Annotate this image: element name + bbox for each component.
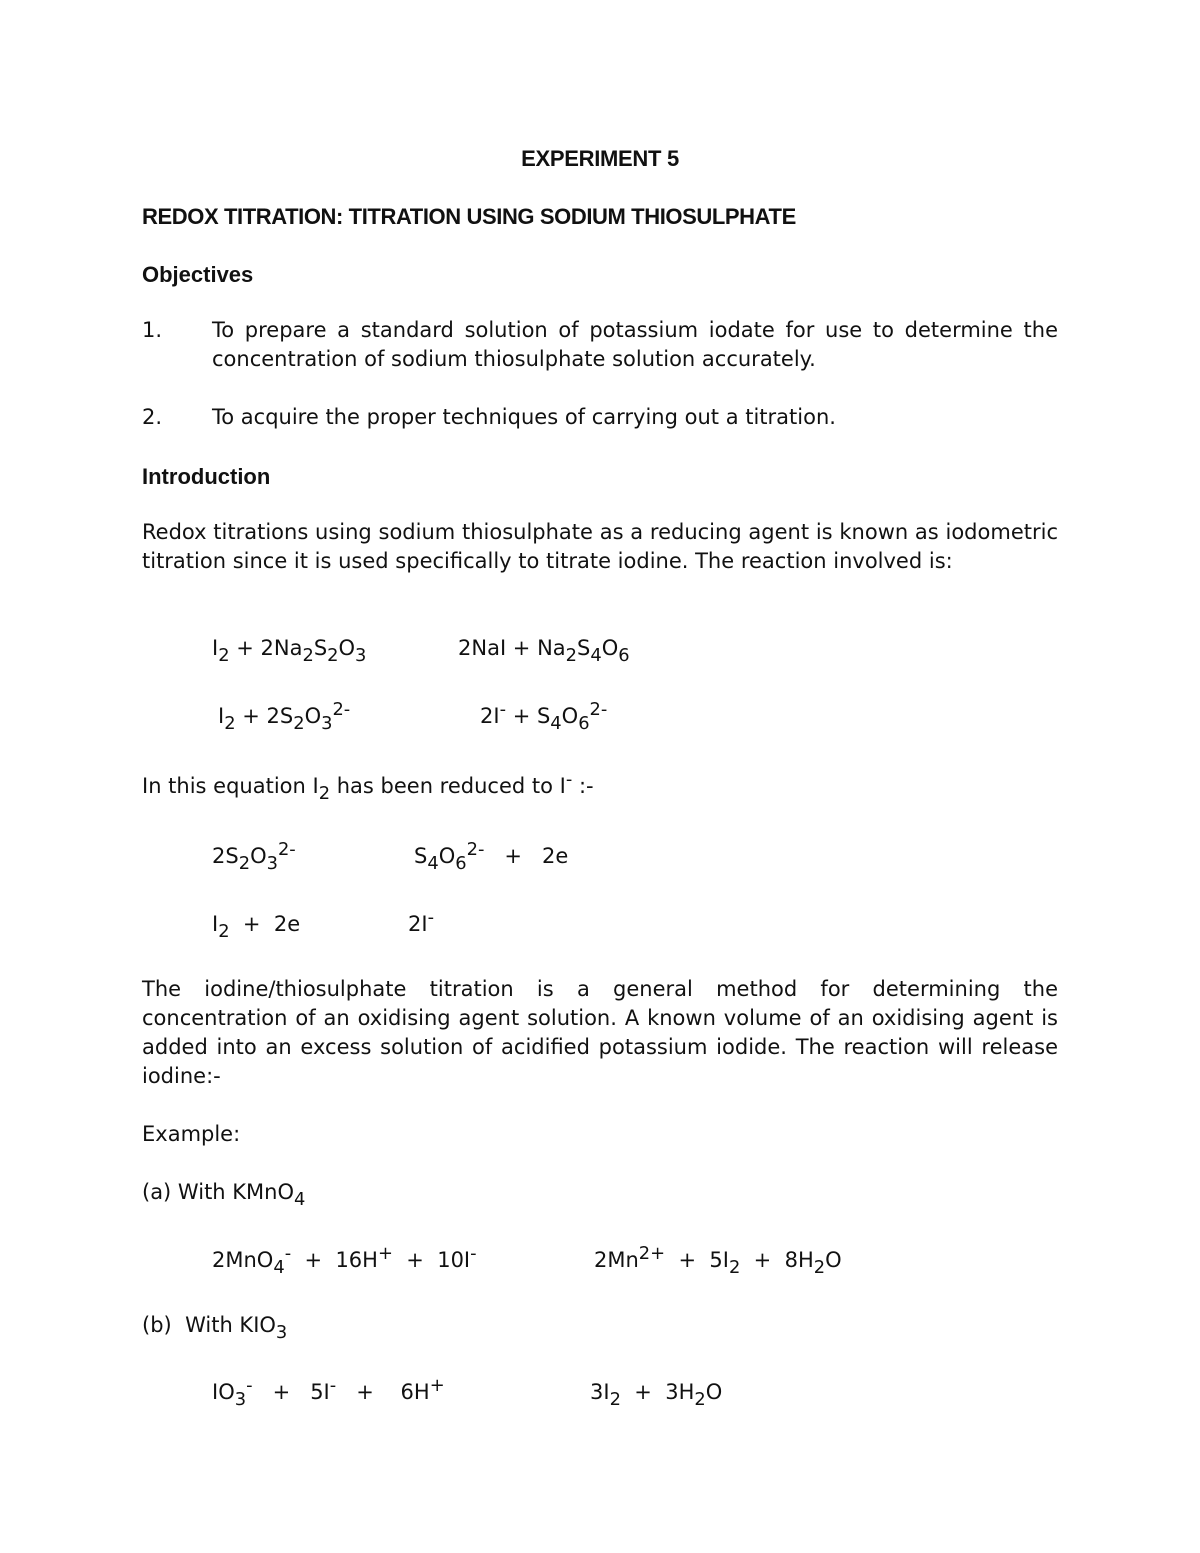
equation-kio3-products: $3I_2 + 3H_2O$ [590, 1380, 723, 1411]
objectives-heading: Objectives [142, 262, 254, 287]
intro-paragraph-1: Redox titrations using sodium thiosulphate as a reducing agent is known as iodometric titration since it is used specifically to titrate iodine. The reaction involved is: [142, 520, 1058, 573]
half-equation-1-right: $S_4O_6^{2-} + 2e$ [414, 838, 569, 875]
objective-text-1: To prepare a standard solution of potassium iodate for use to determine the concentration of sodium thiosulphate solution accurately. [212, 318, 1058, 371]
introduction-heading: Introduction [142, 464, 271, 489]
equation-kmno4-products: $2Mn^{2+} + 5I_2 + 8H_2O$ [594, 1242, 842, 1279]
equation-kio3-reactants: $IO_3^- + 5I^-$ + 6H+ [212, 1374, 445, 1411]
intro-paragraph-2: The iodine/thiosulphate titration is a general method for determining the concentration of an oxidising agent solution. A known volume of an oxidising agent is added into an excess solution of acidified potassium iodide. The reaction will release iodine:- [142, 977, 1058, 1088]
example-label: Example: [142, 1122, 241, 1146]
objective-text-2: To acquire the proper techniques of carrying out a titration. [212, 405, 836, 429]
equation-2-products: $2I^- + S_4O_6^{2-}$ [480, 698, 608, 735]
equation-1-reactants: $I_2 + 2Na_2S_2O_3$ [212, 636, 367, 667]
half-equation-2-right: 2I- [408, 906, 435, 936]
page-title: EXPERIMENT 5 [521, 146, 679, 171]
experiment-subtitle: REDOX TITRATION: TITRATION USING SODIUM THIOSULPHATE [142, 204, 796, 229]
objective-number-1: 1. [142, 318, 163, 342]
half-equation-1-left: $2S_2O_3^{2-}$ [212, 838, 296, 875]
example-b-label: (b) With $KIO_3$ [142, 1313, 288, 1344]
reduction-statement: In this equation $I_2$ has been reduced to I- :- [142, 768, 594, 805]
objective-number-2: 2. [142, 405, 163, 429]
equation-2-reactants: $I_2 + 2S_2O_3^{2-}$ [218, 698, 351, 735]
equation-kmno4-reactants: 2MnO$_4$- + 16H+ + 10I- [212, 1242, 477, 1279]
equation-1-products: $2NaI + Na_2S_4O_6$ [458, 636, 630, 667]
example-a-label: (a) With KMnO$_4$ [142, 1180, 306, 1211]
half-equation-2-left: $I_2 + 2e$ [212, 912, 301, 943]
